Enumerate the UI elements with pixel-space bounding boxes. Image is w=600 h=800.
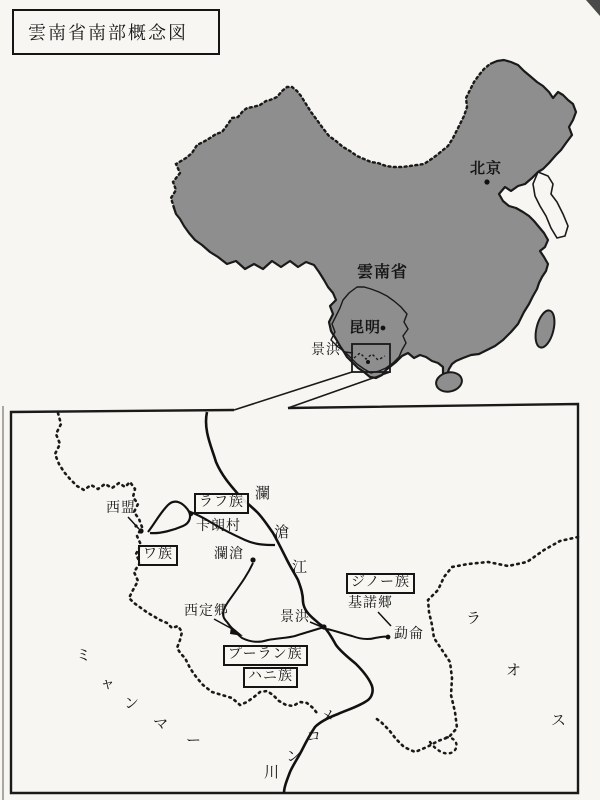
hainan-island [434, 370, 463, 394]
map-title: 雲南省南部概念図 [28, 23, 188, 43]
xiding-leader-arrowhead [230, 626, 243, 636]
label-jinghong-overview: 景洪 [311, 343, 341, 358]
scan-edge-artifact [2, 406, 4, 800]
label-lancang-river-char-1: 瀾 [255, 486, 271, 502]
label-mekong-char-3: ン [286, 749, 302, 765]
label-beijing: 北京 [470, 161, 503, 177]
label-xiding-township: 西定郷 [184, 604, 229, 619]
beijing-dot [484, 179, 489, 184]
label-laos-char-2: オ [506, 663, 522, 679]
label-jino-people: ジノー族 [346, 573, 415, 594]
ximeng-leader [128, 517, 139, 529]
label-jinghong-detail: 景洪 [280, 610, 310, 625]
label-myanmar-char-4: マ [153, 717, 169, 733]
label-lancang-town: 瀾滄 [214, 547, 244, 562]
label-mekong-char-2: コ [306, 729, 322, 745]
lancang-town-dot [250, 557, 255, 562]
label-laos-char-3: ス [551, 713, 567, 729]
laos-border [374, 537, 578, 752]
label-laos-char-1: ラ [466, 611, 482, 627]
detail-panel-frame [11, 404, 578, 793]
road-lancang-jinghong [223, 560, 324, 642]
label-lancang-river-char-2: 滄 [274, 525, 290, 541]
label-wa-people: ワ族 [138, 545, 178, 566]
ximeng-dot-2 [134, 524, 137, 527]
menglun-dot [386, 635, 391, 640]
label-kunming: 昆明 [349, 320, 382, 336]
taiwan-island [532, 309, 558, 350]
label-hani-people: ハニ族 [243, 667, 298, 688]
inset-leader-right [288, 372, 390, 408]
ximeng-dot [138, 528, 143, 533]
jinghong-upper-leader [345, 352, 353, 353]
label-kalang-village: 卡朗村 [196, 519, 241, 534]
road-jinghong-menglun [327, 629, 388, 639]
label-myanmar-char-2: ャ [100, 676, 116, 692]
label-mekong-char-1: メ [320, 709, 336, 725]
label-myanmar-char-3: ン [124, 696, 140, 712]
label-lahu-people: ラフ族 [194, 493, 249, 514]
label-myanmar-char-1: ミ [76, 648, 92, 664]
label-yunnan-province: 雲南省 [357, 264, 409, 281]
jinghong-junction-dot [321, 624, 326, 629]
jinuo-leader [378, 612, 391, 626]
label-jinuo-township: 基諾郷 [348, 596, 393, 611]
scan-corner-artifact [586, 0, 600, 16]
label-myanmar-char-5: ー [186, 733, 202, 749]
laos-border-loop [430, 737, 457, 753]
kalang-dot [189, 512, 193, 516]
label-ximeng: 西盟 [106, 501, 136, 516]
map-title-box [12, 9, 220, 55]
label-lancang-river-char-3: 江 [292, 560, 308, 576]
kunming-dot [381, 326, 386, 331]
label-menglun: 勐侖 [394, 627, 424, 642]
label-bulang-people: プーラン族 [223, 645, 308, 666]
inset-jinghong-dot [366, 360, 370, 364]
label-mekong-char-4: 川 [264, 765, 280, 781]
